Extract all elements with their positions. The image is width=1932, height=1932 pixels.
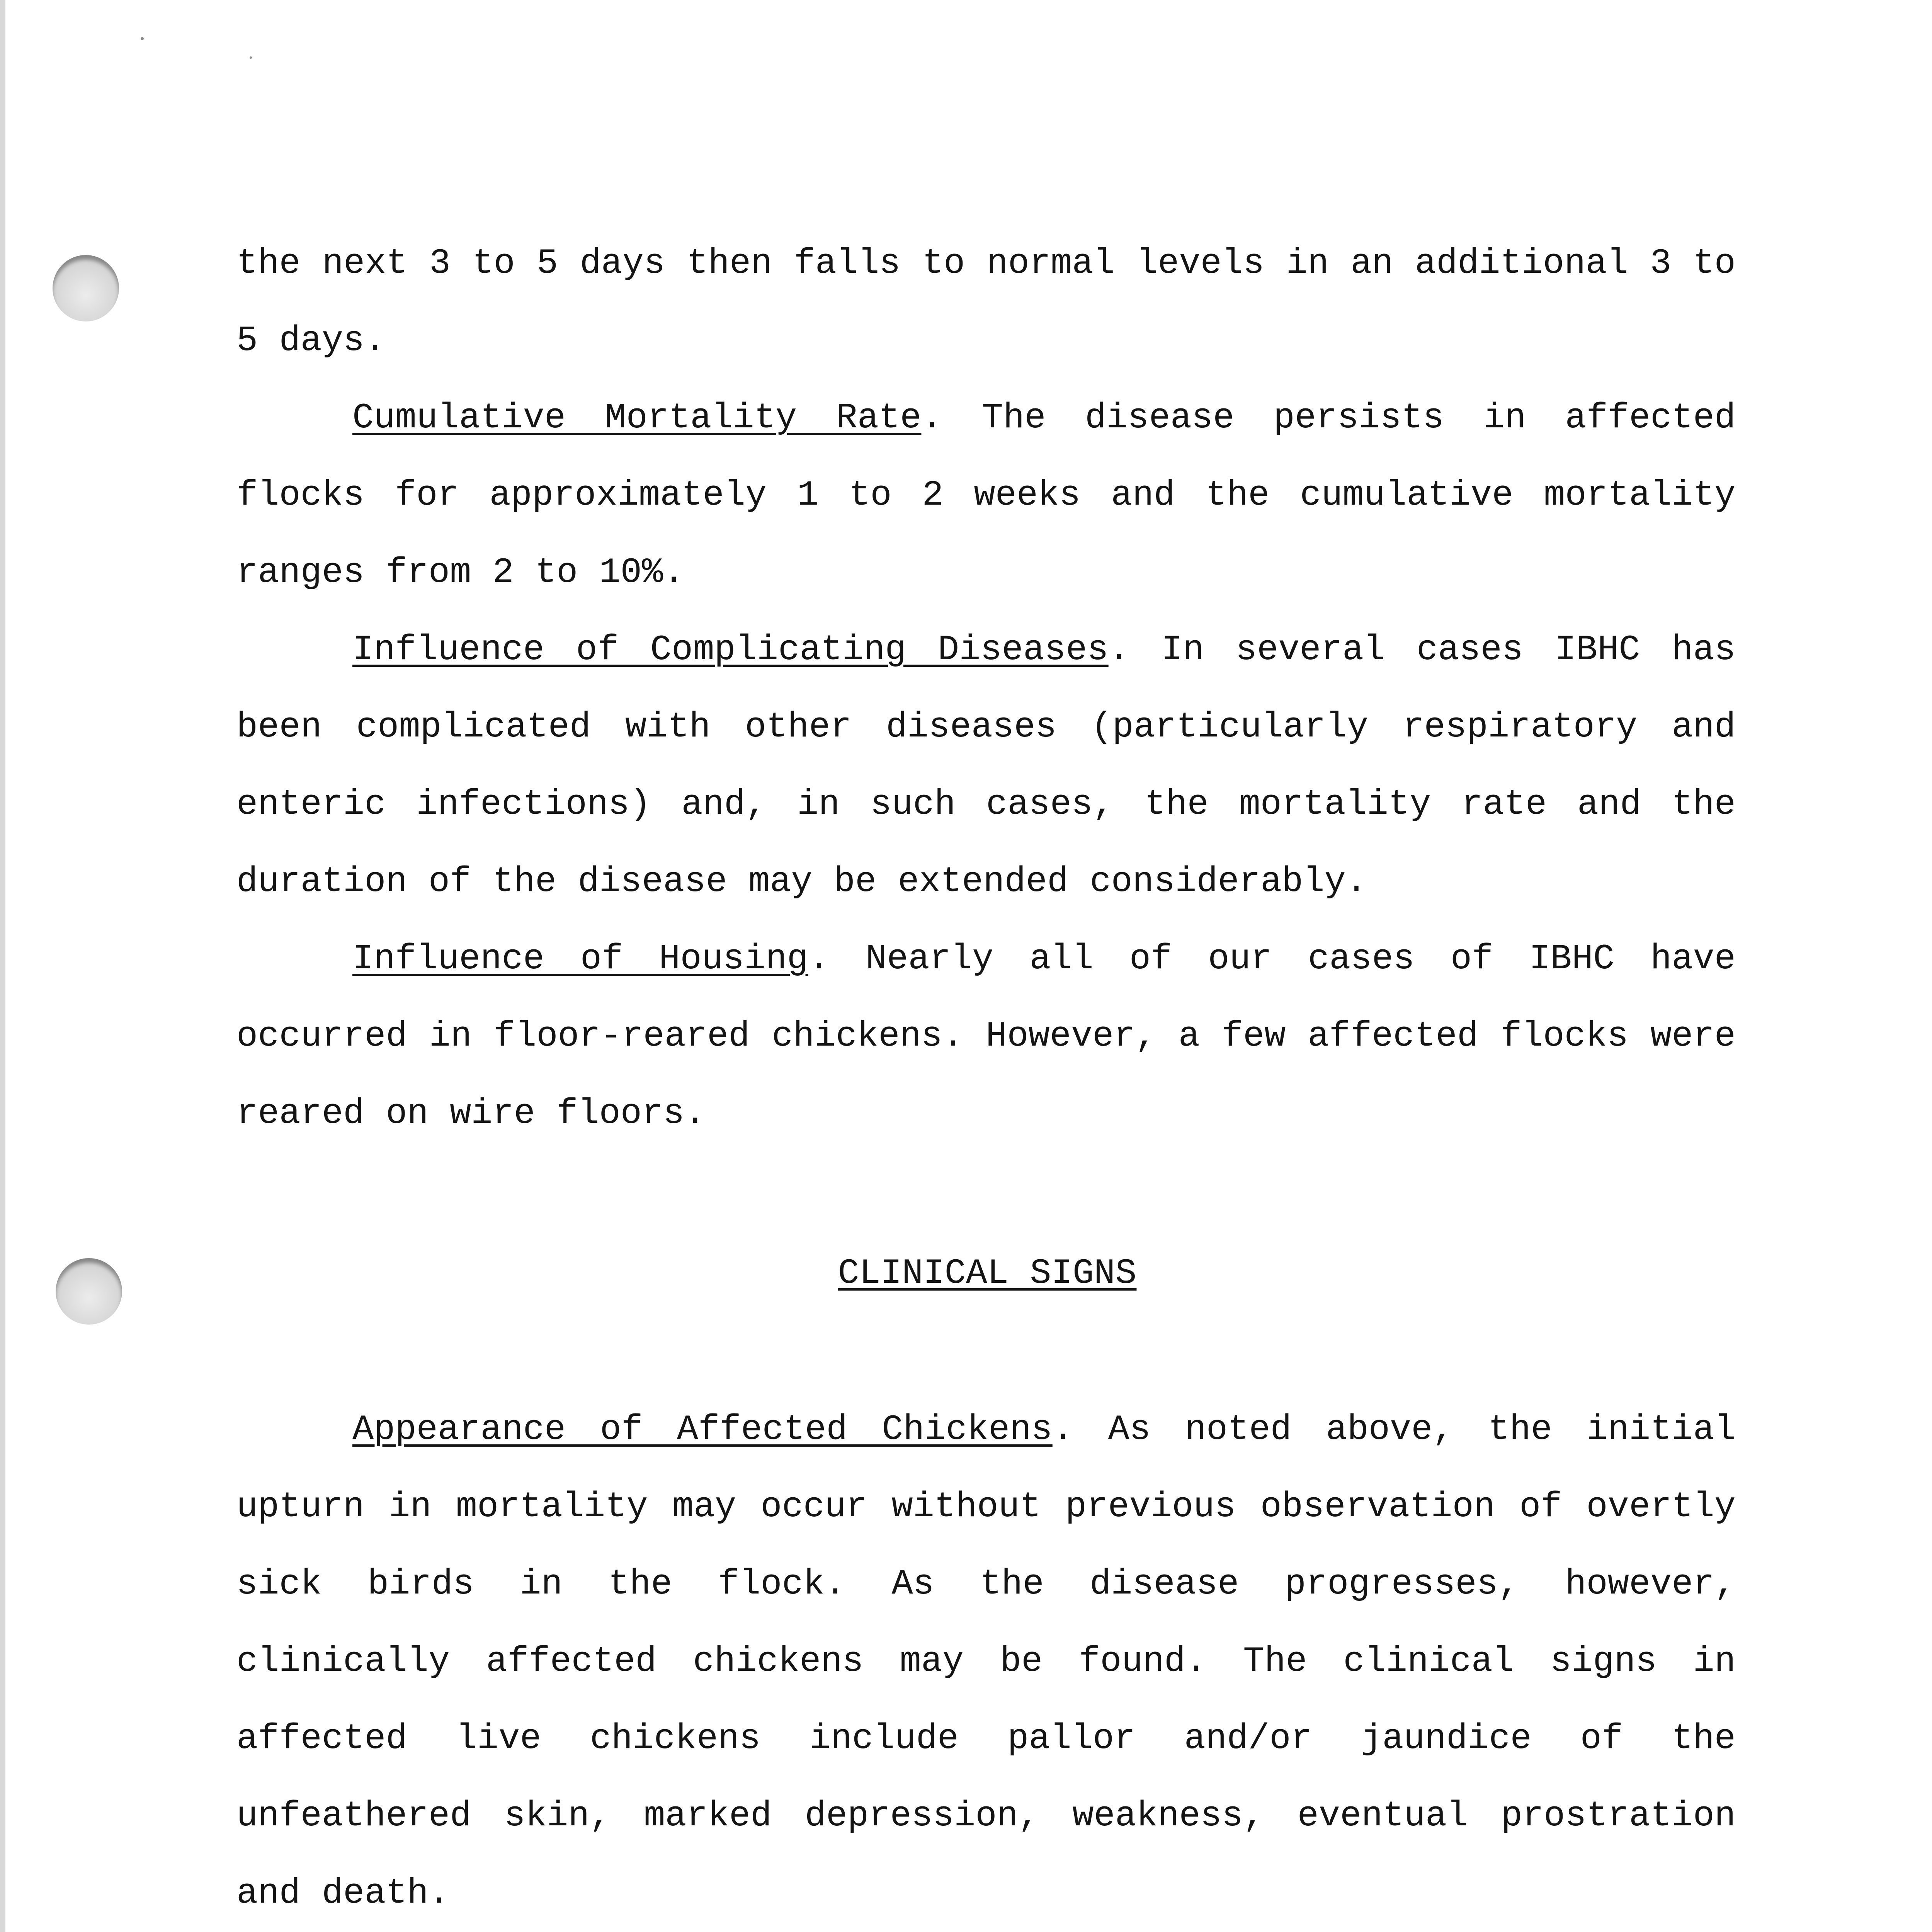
paragraph-heading: Influence of Housing (352, 939, 808, 979)
paragraph-continuation (236, 225, 1736, 379)
body-text-bottom (236, 1391, 1736, 1932)
paragraph-text: . In several cases IBHC has been complicated with other diseases (particularly respiratory and enteric infections) and, in such cases, the mortality rate and the duration of the disease may be extended considerably. (236, 629, 1736, 902)
paragraph-appearance (236, 1391, 1736, 1932)
paragraph-text: the next 3 to 5 days then falls to normal levels in an additional 3 to 5 days. (236, 243, 1736, 361)
section-heading (0, 1235, 1932, 1312)
paragraph-heading: Appearance of Affected Chickens (352, 1409, 1053, 1450)
paragraph-housing (236, 920, 1736, 1152)
paragraph-complicating-diseases (236, 611, 1736, 920)
scan-edge-left (0, 0, 5, 1932)
scan-speck (141, 37, 144, 40)
paragraph-text: . The disease persists in affected flocks for approximately 1 to 2 weeks and the cumulative mortality ranges from 2 to 10%. (236, 398, 1736, 593)
paragraph-text: . Nearly all of our cases of IBHC have occurred in floor-reared chickens. However, a few affected flocks were reared on wire floors. (236, 939, 1736, 1134)
paragraph-text: . As noted above, the initial upturn in mortality may occur without previous observation of overtly sick birds in the flock. As the disease progresses, however, clinically affected chickens may be found. The clinical signs in affected live chickens include pallor and/or jaundice of the unfeathered skin, marked depression, weakness, eventual prostration and death. (236, 1409, 1736, 1913)
paragraph-cumulative-mortality (236, 379, 1736, 611)
paragraph-heading: Cumulative Mortality Rate (352, 398, 922, 438)
paragraph-heading: Influence of Complicating Diseases (352, 629, 1109, 670)
punch-hole (53, 255, 119, 321)
body-text-top (236, 225, 1736, 1152)
section-title: CLINICAL SIGNS (838, 1253, 1137, 1294)
scan-speck (250, 56, 252, 59)
